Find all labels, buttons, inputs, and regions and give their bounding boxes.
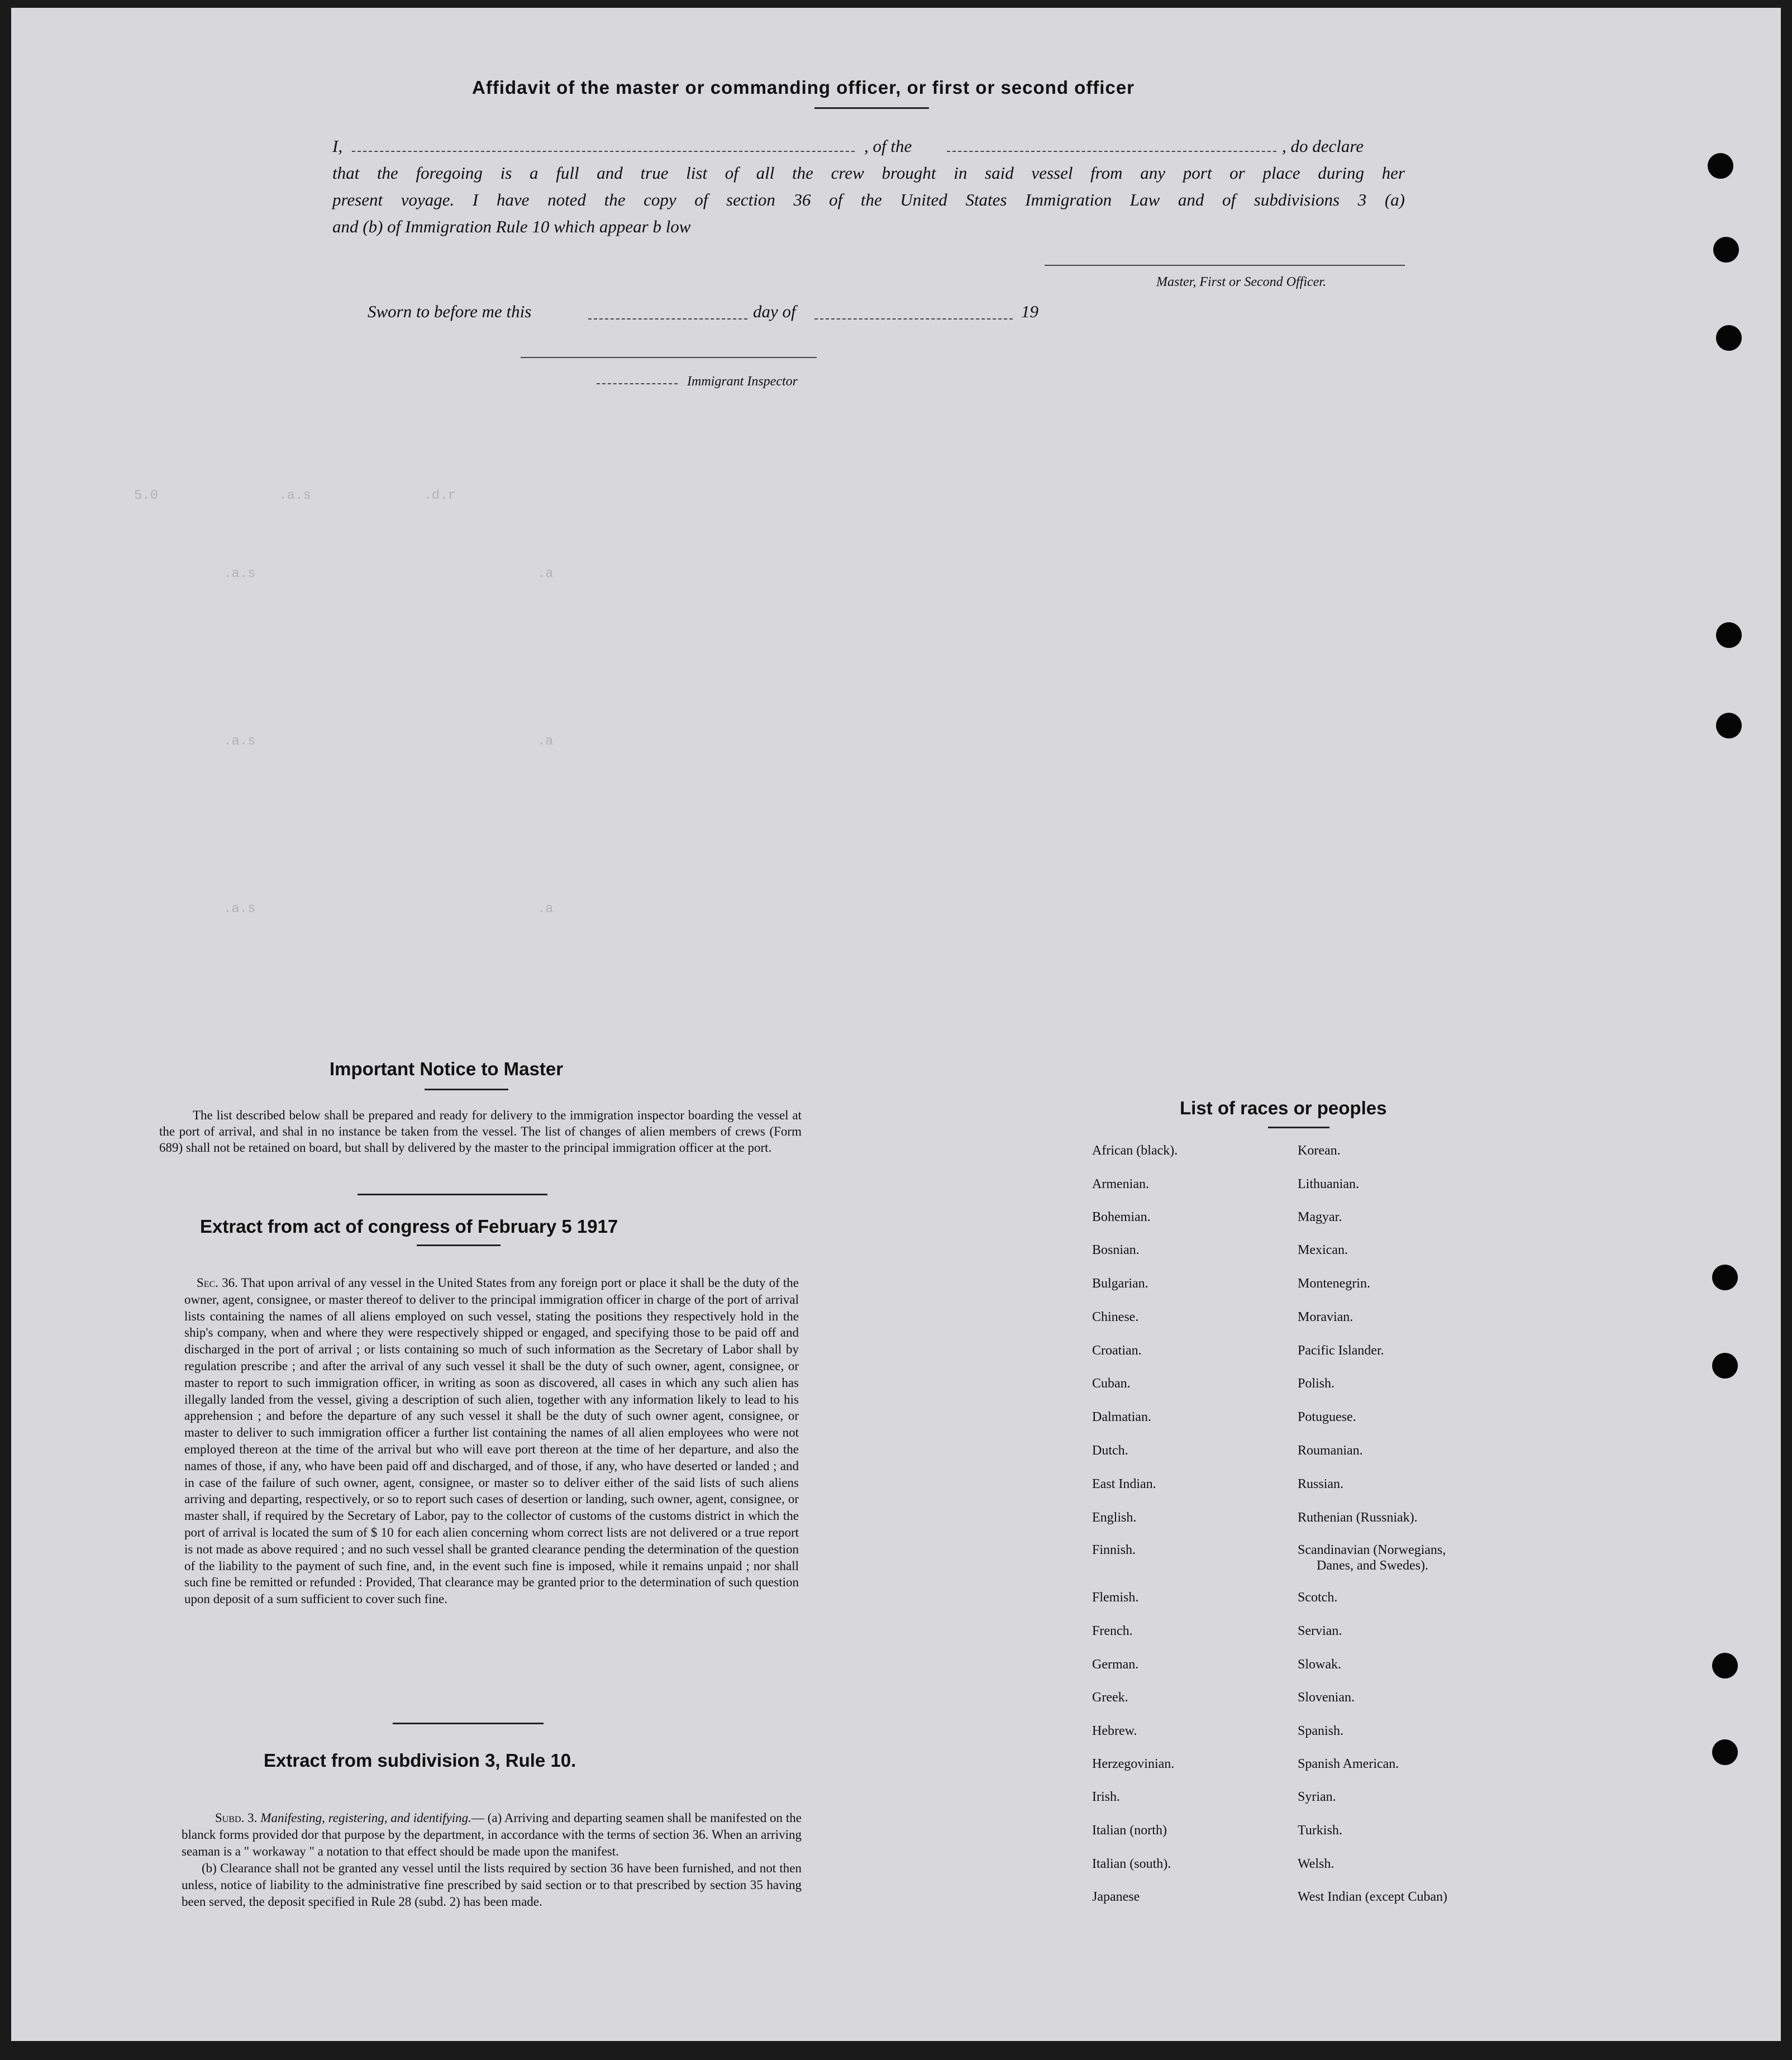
- race-item: Bohemian.: [1092, 1210, 1151, 1224]
- race-item: Roumanian.: [1298, 1443, 1363, 1458]
- act-body: [184, 1275, 799, 1608]
- punch-hole: [1713, 237, 1739, 263]
- race-item: Chinese.: [1092, 1310, 1139, 1324]
- race-item: Croatian.: [1092, 1343, 1142, 1358]
- race-item: Magyar.: [1298, 1210, 1342, 1224]
- race-item: Spanish American.: [1298, 1757, 1399, 1771]
- race-item: Bosnian.: [1092, 1243, 1140, 1257]
- affidavit-line-3: present voyage. I have noted the copy of section 36 of the United States Immigration Law and of subdivisions 3 (a): [332, 190, 1405, 209]
- act-section-text: That upon arrival of any vessel in the United States from any foreign port or place it shall be the duty of the owner, agent, consignee, or master thereof to deliver to the principal immigration officer in charge of the port of arrival lists containing the names of all aliens employed on such vessel, stating the positions they respectively hold in the ship's company, when and where they were respectively shipped or engaged, and specifying those to be paid off and discharged in the port of arrival ; or lists containing so much of such information as the Secretary of Labor shall by regulation prescribe ; and after the arrival of any such vessel it shall be the duty of such owner, agent, consignee, or master to report to such immigration officer, in writing as soon as discovered, all cases in which any such alien has illegally landed from the vessel, giving a description of such alien, together with any information likely to lead to his apprehension ; and before the departure of any such vessel it shall be the duty of such owner agent, consignee, or master to deliver to such immigration officer a further list containing the names of all alien employees who were not employed thereon at the time of the arrival but who will eave port thereon at the time of her departure, and also the names of those, if any, who have been paid off and discharged, and of those, if any, who have deserted or landed ; and in case of the failure of such owner, agent, consignee, or master so to deliver either of the said lists of such aliens arriving and departing, respectively, or so to report such cases of desertion or landing, such owner, agent, consignee, or master shall, if required by the Secretary of Labor, pay to the collector of customs of the customs district in which the port of arrival is located the sum of $ 10 for each alien concerning whom correct lists are not delivered or a true report is not made as above required ; and no such vessel shall be granted clearance pending the determination of the question of the liability to the payment of such fine, and, in the event such fine is imposed, while it remains unpaid ; nor shall such fine be remitted or refunded : Provided, That clearance may be granted prior to the determination of such question upon deposit of a sum sufficient to cover such fine.: [184, 1276, 799, 1606]
- race-item: Italian (south).: [1092, 1857, 1171, 1871]
- race-item: Turkish.: [1298, 1823, 1342, 1838]
- master-signature-label: Master, First or Second Officer.: [1156, 275, 1326, 289]
- notice-title: Important Notice to Master: [330, 1058, 564, 1079]
- act-title: Extract from act of congress of February 5 1917: [200, 1216, 618, 1237]
- punch-hole: [1712, 1653, 1738, 1678]
- race-item: Scotch.: [1298, 1590, 1338, 1605]
- punch-hole: [1712, 1739, 1738, 1765]
- race-item: West Indian (except Cuban): [1298, 1890, 1447, 1904]
- notice-underline: [425, 1089, 508, 1090]
- race-item: Finnish.: [1092, 1543, 1136, 1557]
- race-item: Russian.: [1298, 1477, 1344, 1491]
- affidavit-line-2: that the foregoing is a full and true list of all the crew brought in said vessel from any port or place during her: [332, 163, 1405, 183]
- race-item: Cuban.: [1092, 1376, 1131, 1391]
- rule-title: Extract from subdivision 3, Rule 10.: [264, 1750, 576, 1771]
- sworn-month-field-line: [814, 318, 1013, 320]
- punch-hole: [1716, 325, 1742, 351]
- punch-hole: [1712, 1353, 1738, 1379]
- race-item: English.: [1092, 1510, 1137, 1525]
- rule-divider: [393, 1723, 544, 1724]
- affidavit-title: Affidavit of the master or commanding officer, or first or second officer: [472, 77, 1135, 98]
- race-item: Slowak.: [1298, 1657, 1341, 1672]
- race-item: Lithuanian.: [1298, 1177, 1359, 1191]
- affidavit-of-the-label: , of the: [864, 136, 912, 156]
- rule-para-a-text: — (a) Arriving and departing seamen shall be manifested on the blanck forms provided dor that purpose by the department, in accordance with the terms of section 36. When an arriving seaman is a " workaway " a notation to that effect should be made upon the manifest.: [182, 1811, 802, 1858]
- race-item: German.: [1092, 1657, 1139, 1672]
- affidavit-declare-label: , do declare: [1282, 136, 1364, 156]
- race-item: Hebrew.: [1092, 1724, 1137, 1738]
- race-item: Irish.: [1092, 1790, 1120, 1804]
- race-item: French.: [1092, 1624, 1133, 1638]
- race-item: Italian (north): [1092, 1823, 1167, 1838]
- act-underline: [417, 1244, 501, 1246]
- affidavit-i-label: I,: [332, 136, 343, 156]
- rule-body: [182, 1810, 802, 1910]
- race-item: Slovenian.: [1298, 1690, 1355, 1705]
- form-page: [11, 8, 1781, 2041]
- sworn-day-of-label: day of: [753, 302, 796, 321]
- race-item-continued: Danes, and Swedes).: [1317, 1558, 1428, 1573]
- race-item: Mexican.: [1298, 1243, 1348, 1257]
- master-signature-line: [1045, 265, 1405, 266]
- race-item: Armenian.: [1092, 1177, 1149, 1191]
- race-item: Korean.: [1298, 1143, 1341, 1158]
- race-item: Japanese: [1092, 1890, 1140, 1904]
- race-item: Polish.: [1298, 1376, 1335, 1391]
- race-item: Dalmatian.: [1092, 1410, 1151, 1424]
- race-item: Scandinavian (Norwegians,: [1298, 1543, 1446, 1557]
- punch-hole: [1716, 622, 1742, 648]
- notice-body: The list described below shall be prepared and ready for delivery to the immigration inspector boarding the vessel at the port of arrival, and shal in no instance be taken from the vessel. The list of changes of alien members of crews (Form 689) shall not be retained on board, but shall by delivered by the master to the principal immigration officer at the port.: [159, 1108, 802, 1155]
- races-title: List of races or peoples: [1180, 1098, 1387, 1118]
- race-item: Greek.: [1092, 1690, 1128, 1705]
- races-underline: [1268, 1127, 1329, 1128]
- bleed-through-text: .a.s .a: [223, 734, 554, 749]
- bleed-through-text: .a.s .a: [223, 566, 554, 581]
- rule-para-b: (b) Clearance shall not be granted any vessel until the lists required by section 36 have been furnished, and not then unless, notice of liability to the administrative fine prescribed by said section or to that prescribed by section 35 having been served, the deposit specified in Rule 28 (subd. 2) has been made.: [182, 1861, 802, 1909]
- vessel-field-line: [947, 151, 1276, 152]
- punch-hole: [1708, 153, 1733, 179]
- inspector-label: Immigrant Inspector: [687, 374, 798, 389]
- race-item: East Indian.: [1092, 1477, 1156, 1491]
- race-item: Dutch.: [1092, 1443, 1128, 1458]
- race-item: African (black).: [1092, 1143, 1178, 1158]
- sworn-line: [368, 298, 1094, 325]
- race-item: Potuguese.: [1298, 1410, 1356, 1424]
- race-item: Servian.: [1298, 1624, 1342, 1638]
- name-field-line: [352, 151, 855, 152]
- race-item: Moravian.: [1298, 1310, 1353, 1324]
- sworn-year-label: 19: [1021, 302, 1038, 321]
- race-item: Pacific Islander.: [1298, 1343, 1384, 1358]
- race-item: Spanish.: [1298, 1724, 1344, 1738]
- race-item: Herzegovinian.: [1092, 1757, 1175, 1771]
- race-item: Welsh.: [1298, 1857, 1335, 1871]
- act-section-label: Sec. 36.: [197, 1276, 238, 1290]
- rule-subd-label: Subd. 3.: [215, 1811, 258, 1825]
- inspector-signature-line: [521, 357, 817, 358]
- inspector-short-line: [597, 383, 678, 384]
- affidavit-line-4: and (b) of Immigration Rule 10 which appear b low: [332, 217, 691, 236]
- race-item: Flemish.: [1092, 1590, 1139, 1605]
- punch-hole: [1716, 713, 1742, 738]
- sworn-label: Sworn to before me this: [368, 302, 532, 321]
- race-item: Bulgarian.: [1092, 1276, 1148, 1291]
- section-divider: [358, 1194, 547, 1195]
- rule-subd-heading: Manifesting, registering, and identifying.: [260, 1811, 471, 1825]
- title-underline: [814, 107, 929, 109]
- sworn-day-field-line: [588, 318, 747, 320]
- race-item: Montenegrin.: [1298, 1276, 1370, 1291]
- race-item: Ruthenian (Russniak).: [1298, 1510, 1418, 1525]
- affidavit-line-1: [332, 133, 1405, 160]
- bleed-through-text: .a.s .a: [223, 902, 554, 917]
- bleed-through-text: 5.0 .a.s .d.r: [134, 488, 456, 503]
- race-item: Syrian.: [1298, 1790, 1336, 1804]
- rule-para-a: [182, 1810, 802, 1860]
- punch-hole: [1712, 1265, 1738, 1290]
